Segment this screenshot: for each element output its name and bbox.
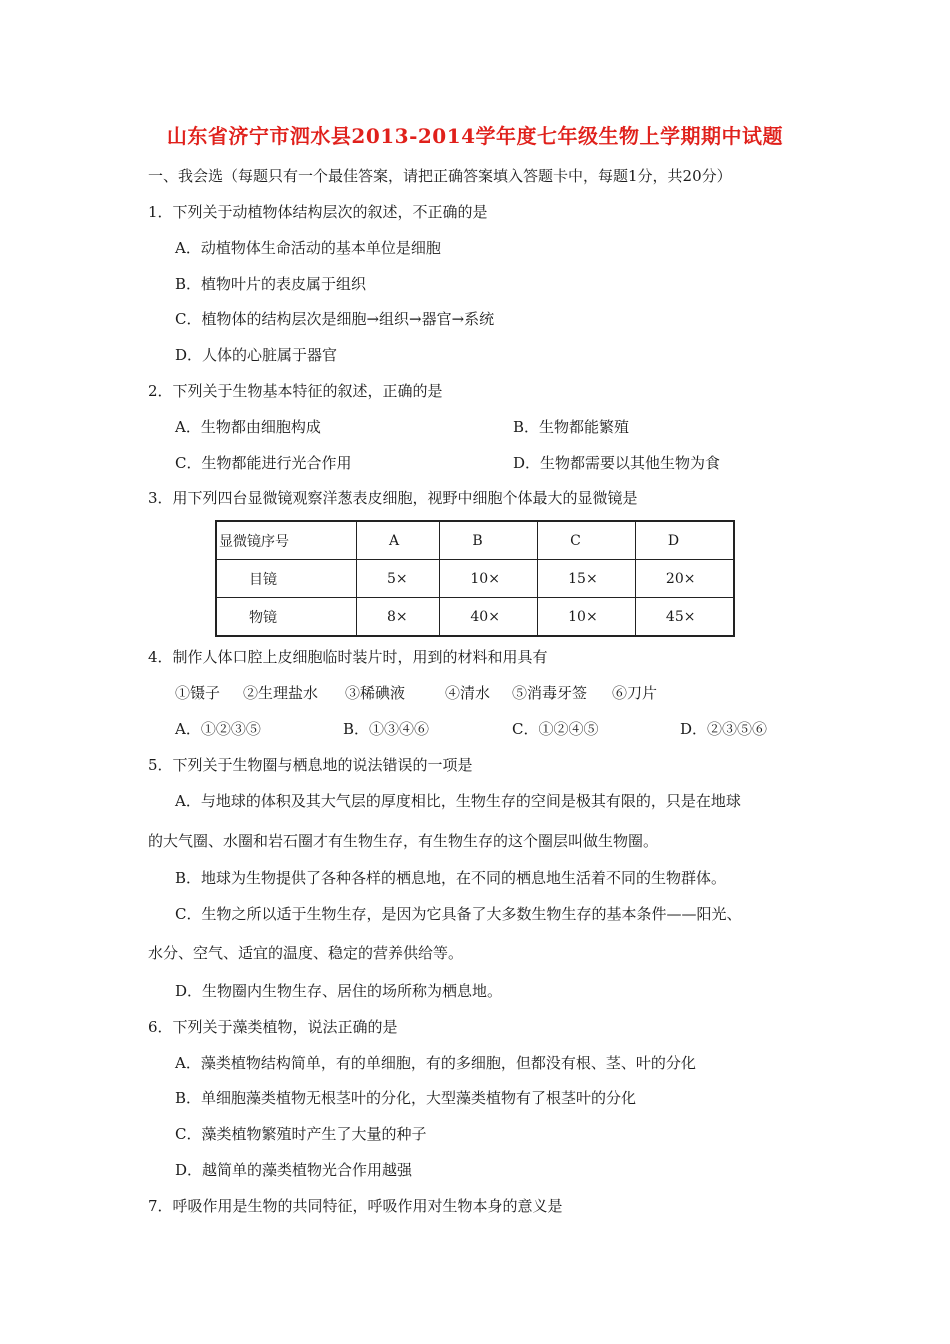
table-cell: A: [357, 521, 440, 560]
list-item: ⑥刀片: [612, 684, 658, 702]
question-1-option-a: A．动植物体生命活动的基本单位是细胞: [175, 239, 441, 257]
table-cell: 5×: [357, 560, 440, 598]
table-cell: B: [440, 521, 538, 560]
question-1-option-d: D．人体的心脏属于器官: [175, 346, 338, 364]
table-row: [216, 598, 734, 637]
question-5-option-c-line2: 水分、空气、适宜的温度、稳定的营养供给等。: [148, 944, 464, 962]
question-6-option-b: B．单细胞藻类植物无根茎叶的分化，大型藻类植物有了根茎叶的分化: [175, 1089, 637, 1107]
table-cell: 物镜: [216, 598, 357, 637]
list-item: ③稀碘液: [345, 684, 406, 702]
question-2-option-d: D．生物都需要以其他生物为食: [513, 454, 721, 472]
question-4-option-a: A．①②③⑤: [175, 720, 261, 738]
question-1-stem: 1．下列关于动植物体结构层次的叙述，不正确的是: [148, 203, 488, 221]
question-2-option-a: A．生物都由细胞构成: [175, 418, 321, 436]
question-2-option-c: C．生物都能进行光合作用: [175, 454, 352, 472]
question-4-items: [0, 682, 950, 702]
table-cell: 显微镜序号: [216, 521, 357, 560]
question-4-option-d: D．②③⑤⑥: [680, 720, 768, 738]
table-row: [216, 560, 734, 598]
question-4-stem: 4．制作人体口腔上皮细胞临时装片时，用到的材料和用具有: [148, 648, 548, 666]
question-6-stem: 6．下列关于藻类植物，说法正确的是: [148, 1018, 398, 1036]
list-item: ①镊子: [175, 684, 221, 702]
list-item: ②生理盐水: [243, 684, 319, 702]
question-4-option-b: B．①③④⑥: [343, 720, 430, 738]
question-5-stem: 5．下列关于生物圈与栖息地的说法错误的一项是: [148, 756, 473, 774]
question-5-option-a-line1: A．与地球的体积及其大气层的厚度相比，生物生存的空间是极其有限的，只是在地球: [175, 792, 741, 810]
table-cell: 40×: [440, 598, 538, 637]
question-6-option-d: D．越简单的藻类植物光合作用越强: [175, 1161, 413, 1179]
question-1-option-c: C．植物体的结构层次是细胞→组织→器官→系统: [175, 310, 495, 328]
page-title: 山东省济宁市泗水县2013-2014学年度七年级生物上学期期中试题: [166, 124, 784, 148]
question-5-option-c-line1: C．生物之所以适于生物生存，是因为它具备了大多数生物生存的基本条件——阳光、: [175, 905, 742, 923]
question-2-stem: 2．下列关于生物基本特征的叙述，正确的是: [148, 382, 443, 400]
question-6-option-c: C．藻类植物繁殖时产生了大量的种子: [175, 1125, 427, 1143]
question-5-option-b: B．地球为生物提供了各种各样的栖息地，在不同的栖息地生活着不同的生物群体。: [175, 869, 727, 887]
section-header: 一、我会选（每题只有一个最佳答案，请把正确答案填入答题卡中，每题1分，共20分）: [148, 167, 732, 185]
table-cell: 8×: [357, 598, 440, 637]
question-2-option-b: B．生物都能繁殖: [513, 418, 630, 436]
question-6-option-a: A．藻类植物结构简单，有的单细胞，有的多细胞，但都没有根、茎、叶的分化: [175, 1054, 696, 1072]
list-item: ④清水: [445, 684, 491, 702]
table-cell: 10×: [538, 598, 636, 637]
table-cell: 15×: [538, 560, 636, 598]
table-cell: C: [538, 521, 636, 560]
question-4-options: [0, 718, 950, 738]
microscope-table: [215, 520, 735, 637]
table-cell: 10×: [440, 560, 538, 598]
question-1-option-b: B．植物叶片的表皮属于组织: [175, 275, 367, 293]
question-3-stem: 3．用下列四台显微镜观察洋葱表皮细胞，视野中细胞个体最大的显微镜是: [148, 489, 638, 507]
question-7-stem: 7．呼吸作用是生物的共同特征，呼吸作用对生物本身的意义是: [148, 1197, 563, 1215]
question-5-option-d: D．生物圈内生物生存、居住的场所称为栖息地。: [175, 982, 503, 1000]
question-4-option-c: C．①②④⑤: [512, 720, 599, 738]
table-cell: 目镜: [216, 560, 357, 598]
question-5-option-a-line2: 的大气圈、水圈和岩石圈才有生物生存，有生物生存的这个圈层叫做生物圈。: [148, 832, 659, 850]
table-cell: D: [635, 521, 734, 560]
table-header-row: [216, 521, 734, 560]
list-item: ⑤消毒牙签: [512, 684, 588, 702]
table-cell: 20×: [635, 560, 734, 598]
table-cell: 45×: [635, 598, 734, 637]
